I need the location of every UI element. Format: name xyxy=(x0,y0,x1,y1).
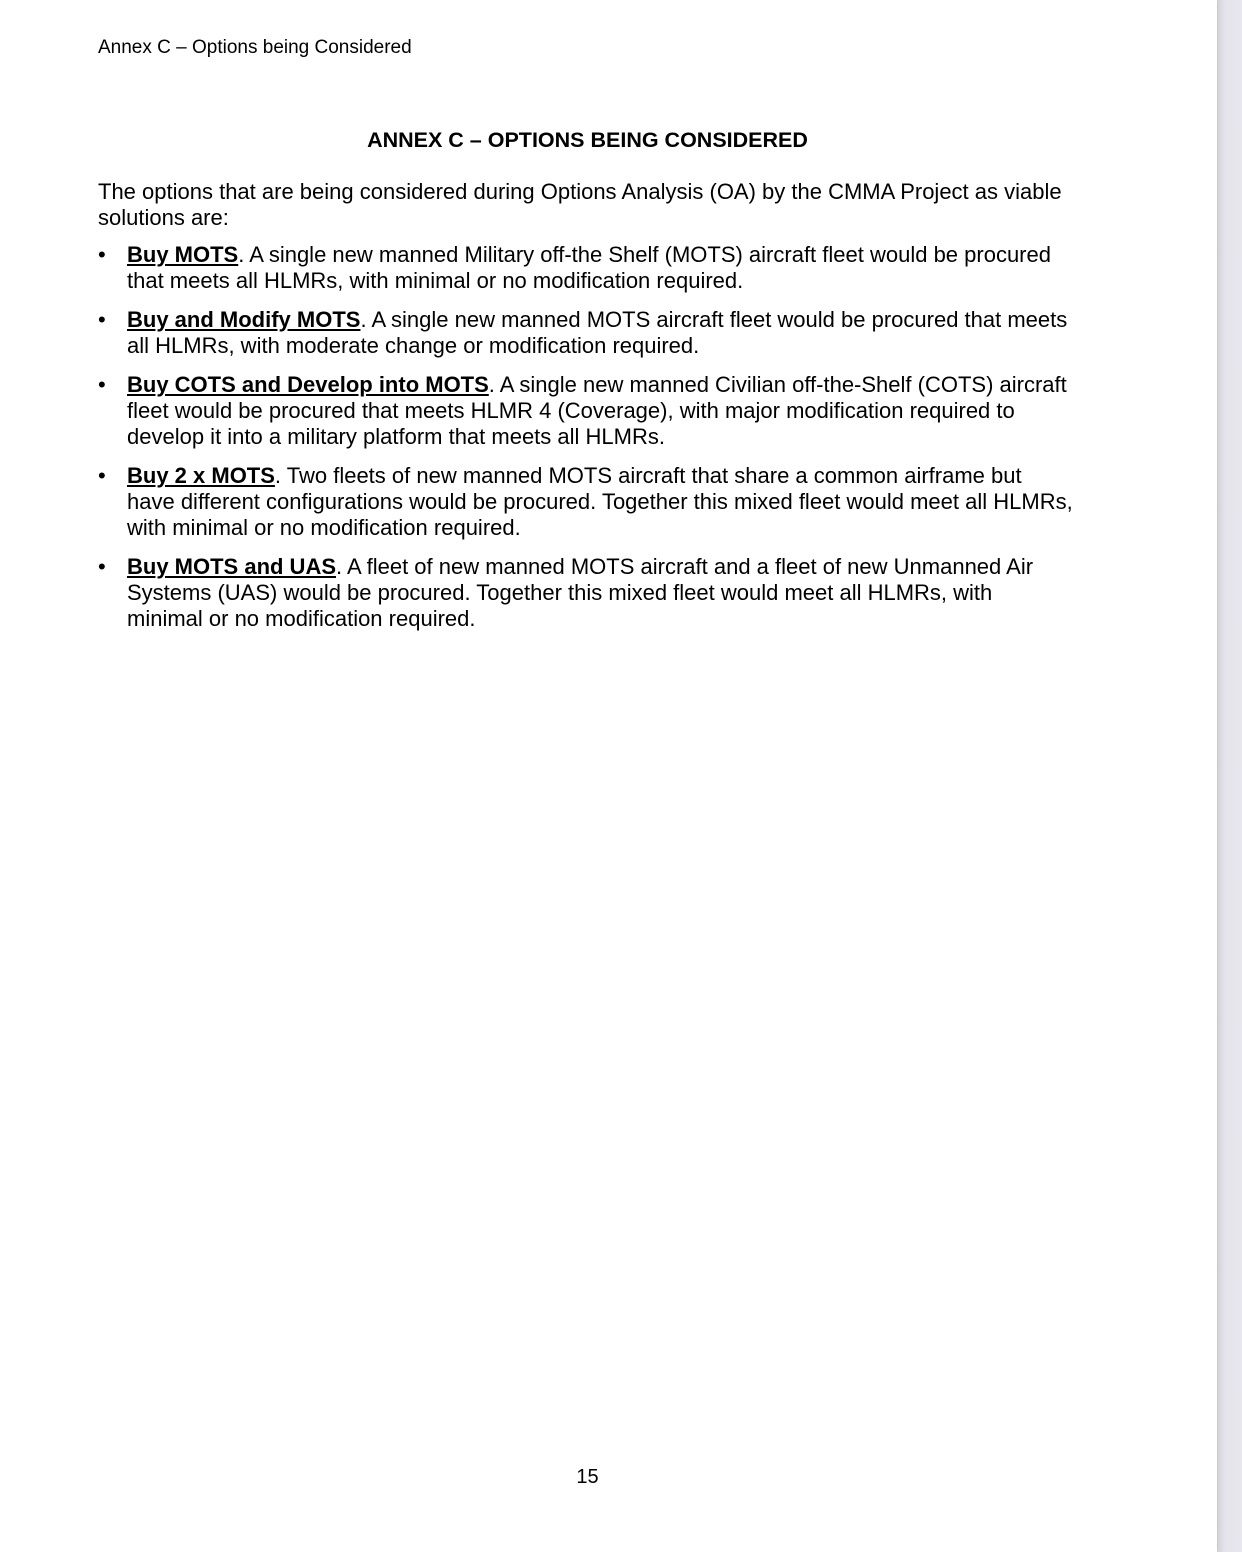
page-number: 15 xyxy=(576,1466,599,1488)
options-list xyxy=(98,242,1073,645)
page-title: ANNEX C – OPTIONS BEING CONSIDERED xyxy=(367,128,808,152)
bullet: • xyxy=(98,554,106,579)
option-description: . A fleet of new manned MOTS aircraft and a fleet of new Unmanned Air Systems (UAS) would be procured. Together this mixed fleet would meet all HLMRs, with minimal or no modification required. xyxy=(127,554,1034,631)
viewer-scroll-gutter xyxy=(1218,0,1242,1552)
bullet: • xyxy=(98,463,106,488)
list-item xyxy=(98,463,1073,541)
option-description: . A single new manned MOTS aircraft fleet would be procured that meets all HLMRs, with moderate change or modification required. xyxy=(127,307,1068,358)
option-description: . A single new manned Civilian off-the-Shelf (COTS) aircraft fleet would be procured that meets HLMR 4 (Coverage), with major modification required to develop it into a military platform that meets all HLMRs. xyxy=(127,372,1067,449)
option-term: Buy MOTS and UAS xyxy=(127,554,337,579)
list-item xyxy=(98,242,1073,294)
running-header: Annex C – Options being Considered xyxy=(98,37,412,58)
intro-paragraph: The options that are being considered during Options Analysis (OA) by the CMMA Project as viable solutions are: xyxy=(98,179,1062,230)
option-term: Buy and Modify MOTS xyxy=(127,307,361,332)
option-description: . A single new manned Military off-the Shelf (MOTS) aircraft fleet would be procured that meets all HLMRs, with minimal or no modification required. xyxy=(127,242,1051,293)
list-item xyxy=(98,307,1073,359)
list-item xyxy=(98,554,1073,632)
bullet: • xyxy=(98,242,106,267)
bullet: • xyxy=(98,307,106,332)
option-description: . Two fleets of new manned MOTS aircraft that share a common airframe but have different configurations would be procured. Together this mixed fleet would meet all HLMRs, with minimal or no modification required. xyxy=(127,463,1073,540)
list-item xyxy=(98,372,1073,450)
bullet: • xyxy=(98,372,106,397)
option-term: Buy 2 x MOTS xyxy=(127,463,275,488)
option-term: Buy COTS and Develop into MOTS xyxy=(127,372,489,397)
option-term: Buy MOTS xyxy=(127,242,239,267)
